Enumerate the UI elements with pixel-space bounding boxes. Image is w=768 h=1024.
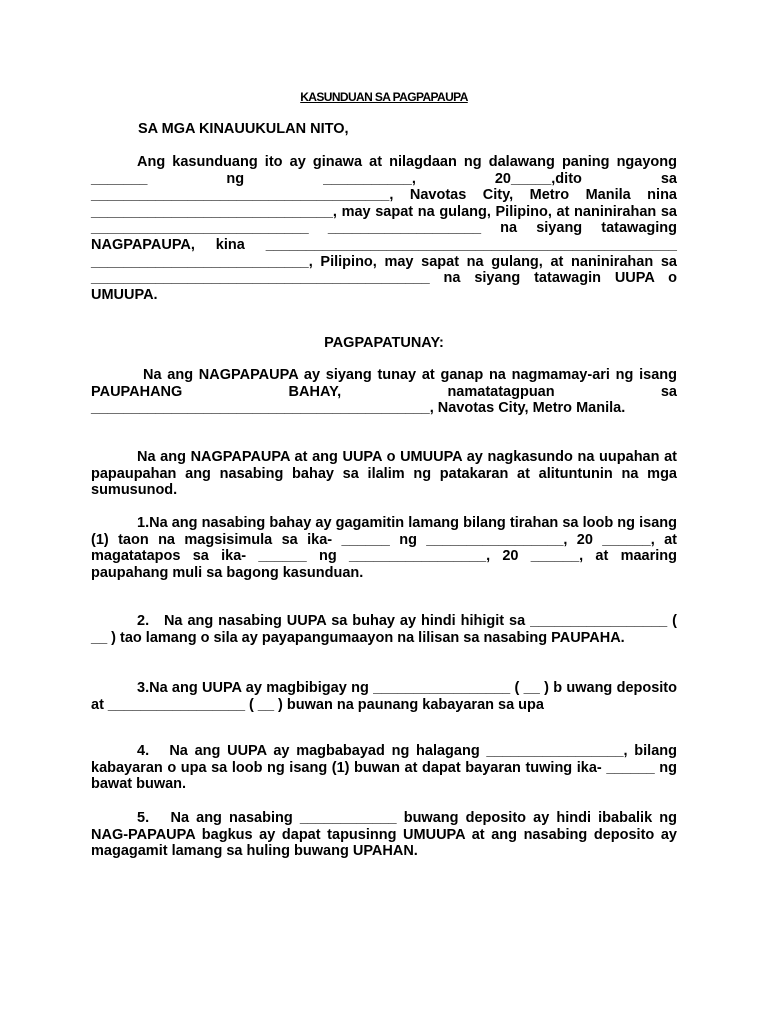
intro-paragraph: Ang kasunduang ito ay ginawa at nilagdaan ng dalawang paning ngayong _______ ng ___________, 20_____,dito sa _____________________________________, Navotas City, Metro Manila nina ______________________________, may sapat na gulang, Pilipino, at naninirahan sa ___________________________ ___________________ na siyang tatawaging NAGPAPAUPA, kina ___________________________________________________ ___________________________, Pilipino, may sapat na gulang, at naninirahan sa __________________________________________ na siyang tatawagin UUPA o UMUUPA.: [91, 154, 682, 303]
salutation: SA MGA KINAUUKULAN NITO,: [138, 121, 349, 137]
term-3: 3.Na ang UUPA ay magbibigay ng _________________ ( __ ) b uwang deposito at _________________ ( __ ) buwan na paunang kabayaran sa upa: [91, 680, 682, 713]
agreement-paragraph: Na ang NAGPAPAUPA at ang UUPA o UMUUPA ay nagkasundo na uupahan at papaupahan ang nasabing bahay sa ilalim ng patakaran at alituntunin na mga sumusunod.: [91, 449, 682, 499]
term-5: 5. Na ang nasabing ____________ buwang deposito ay hindi ibabalik ng NAG-PAPAUPA bagkus ay dapat tapusinng UMUUPA at ang nasabing deposito ay magagamit lamang sa huling buwang UPAHAN.: [91, 810, 682, 860]
document-title: KASUNDUAN SA PAGPAPAUPA: [300, 90, 468, 104]
section-heading: PAGPAPATUNAY:: [324, 335, 444, 351]
affirmation-paragraph: Na ang NAGPAPAUPA ay siyang tunay at ganap na nagmamay-ari ng isang PAUPAHANG BAHAY, namatatagpuan sa __________________________________________, Navotas City, Metro Manila.: [91, 367, 682, 417]
term-2: 2. Na ang nasabing UUPA sa buhay ay hindi hihigit sa _________________ ( __ ) tao lamang o sila ay payapangumaayon na lilisan sa nasabing PAUPAHA.: [91, 613, 682, 646]
term-4: 4. Na ang UUPA ay magbabayad ng halagang _________________, bilang kabayaran o upa sa loob ng isang (1) buwan at dapat bayaran tuwing ika- ______ ng bawat buwan.: [91, 743, 682, 793]
term-1: 1.Na ang nasabing bahay ay gagamitin lamang bilang tirahan sa loob ng isang (1) taon na magsisimula sa ika- ______ ng _________________, 20 ______, at magatatapos sa ika- ______ ng _________________, 20 ______, at maaring paupahang muli sa bagong kasunduan.: [91, 515, 682, 581]
